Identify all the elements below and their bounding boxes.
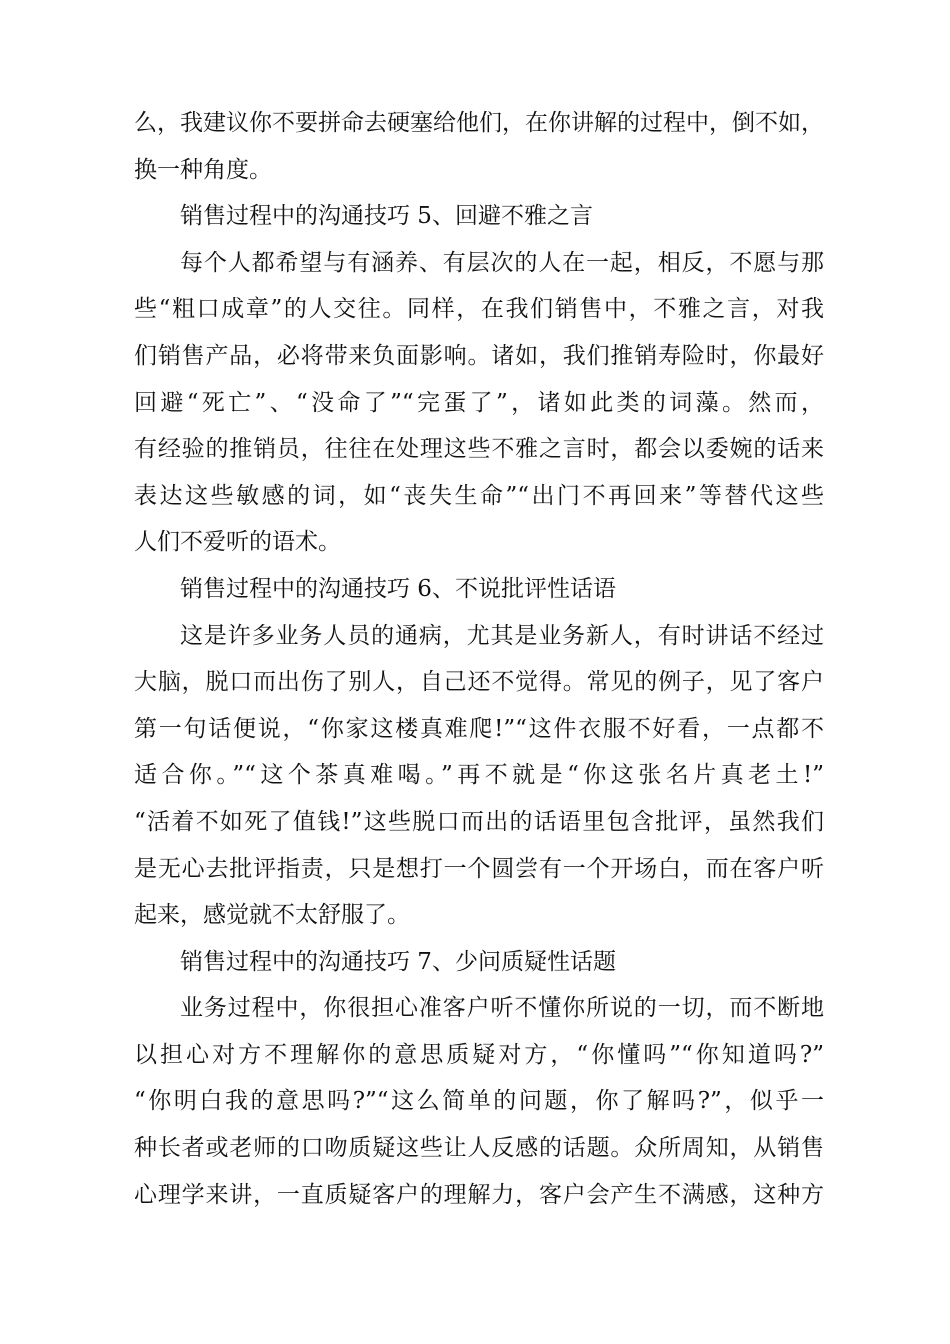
text-line: 第一句话便说，“你家这楼真难爬!”“这件衣服不好看，一点都不 — [134, 715, 824, 742]
text-line: 有经验的推销员，往往在处理这些不雅之言时，都会以委婉的话来 — [134, 436, 824, 463]
text-line: 种长者或老师的口吻质疑这些让人反感的话题。众所周知，从销售 — [134, 1135, 824, 1162]
text-line: 这是许多业务人员的通病，尤其是业务新人，有时讲话不经过 — [180, 622, 824, 649]
text-line: 每个人都希望与有涵养、有层次的人在一起，相反，不愿与那 — [180, 249, 824, 276]
text-line: 人们不爱听的语术。 — [134, 529, 341, 556]
section-heading: 销售过程中的沟通技巧 6、不说批评性话语 — [180, 575, 616, 602]
text-line: 心理学来讲，一直质疑客户的理解力，客户会产生不满感，这种方 — [134, 1181, 824, 1208]
text-line: “你明白我的意思吗?”“这么简单的问题，你了解吗?”，似乎一 — [134, 1088, 824, 1115]
text-line: 是无心去批评指责，只是想打一个圆尝有一个开场白，而在客户听 — [134, 855, 824, 882]
document-body — [134, 100, 824, 1218]
text-line: 回避“死亡”、“没命了”“完蛋了”，诸如此类的词藻。然而， — [134, 389, 824, 416]
text-line: 们销售产品，必将带来负面影响。诸如，我们推销寿险时，你最好 — [134, 342, 824, 369]
text-line: 些“粗口成章”的人交往。同样，在我们销售中，不雅之言，对我 — [134, 296, 824, 323]
text-line: 大脑，脱口而出伤了别人，自己还不觉得。常见的例子，见了客户 — [134, 669, 824, 696]
text-line: “活着不如死了值钱!”这些脱口而出的话语里包含批评，虽然我们 — [134, 808, 824, 835]
section-heading: 销售过程中的沟通技巧 5、回避不雅之言 — [180, 203, 593, 230]
section-heading: 销售过程中的沟通技巧 7、少问质疑性话题 — [180, 948, 616, 975]
text-line: 适合你。”“这个茶真难喝。”再不就是“你这张名片真老土!” — [134, 762, 824, 789]
text-line: 业务过程中，你很担心准客户听不懂你所说的一切，而不断地 — [180, 995, 824, 1022]
text-line: 起来，感觉就不太舒服了。 — [134, 902, 410, 929]
text-line: 表达这些敏感的词，如“丧失生命”“出门不再回来”等替代这些 — [134, 482, 824, 509]
text-line: 换一种角度。 — [134, 156, 272, 183]
text-line: 么，我建议你不要拼命去硬塞给他们，在你讲解的过程中，倒不如， — [134, 110, 824, 136]
text-line: 以担心对方不理解你的意思质疑对方，“你懂吗”“你知道吗?” — [134, 1041, 824, 1068]
